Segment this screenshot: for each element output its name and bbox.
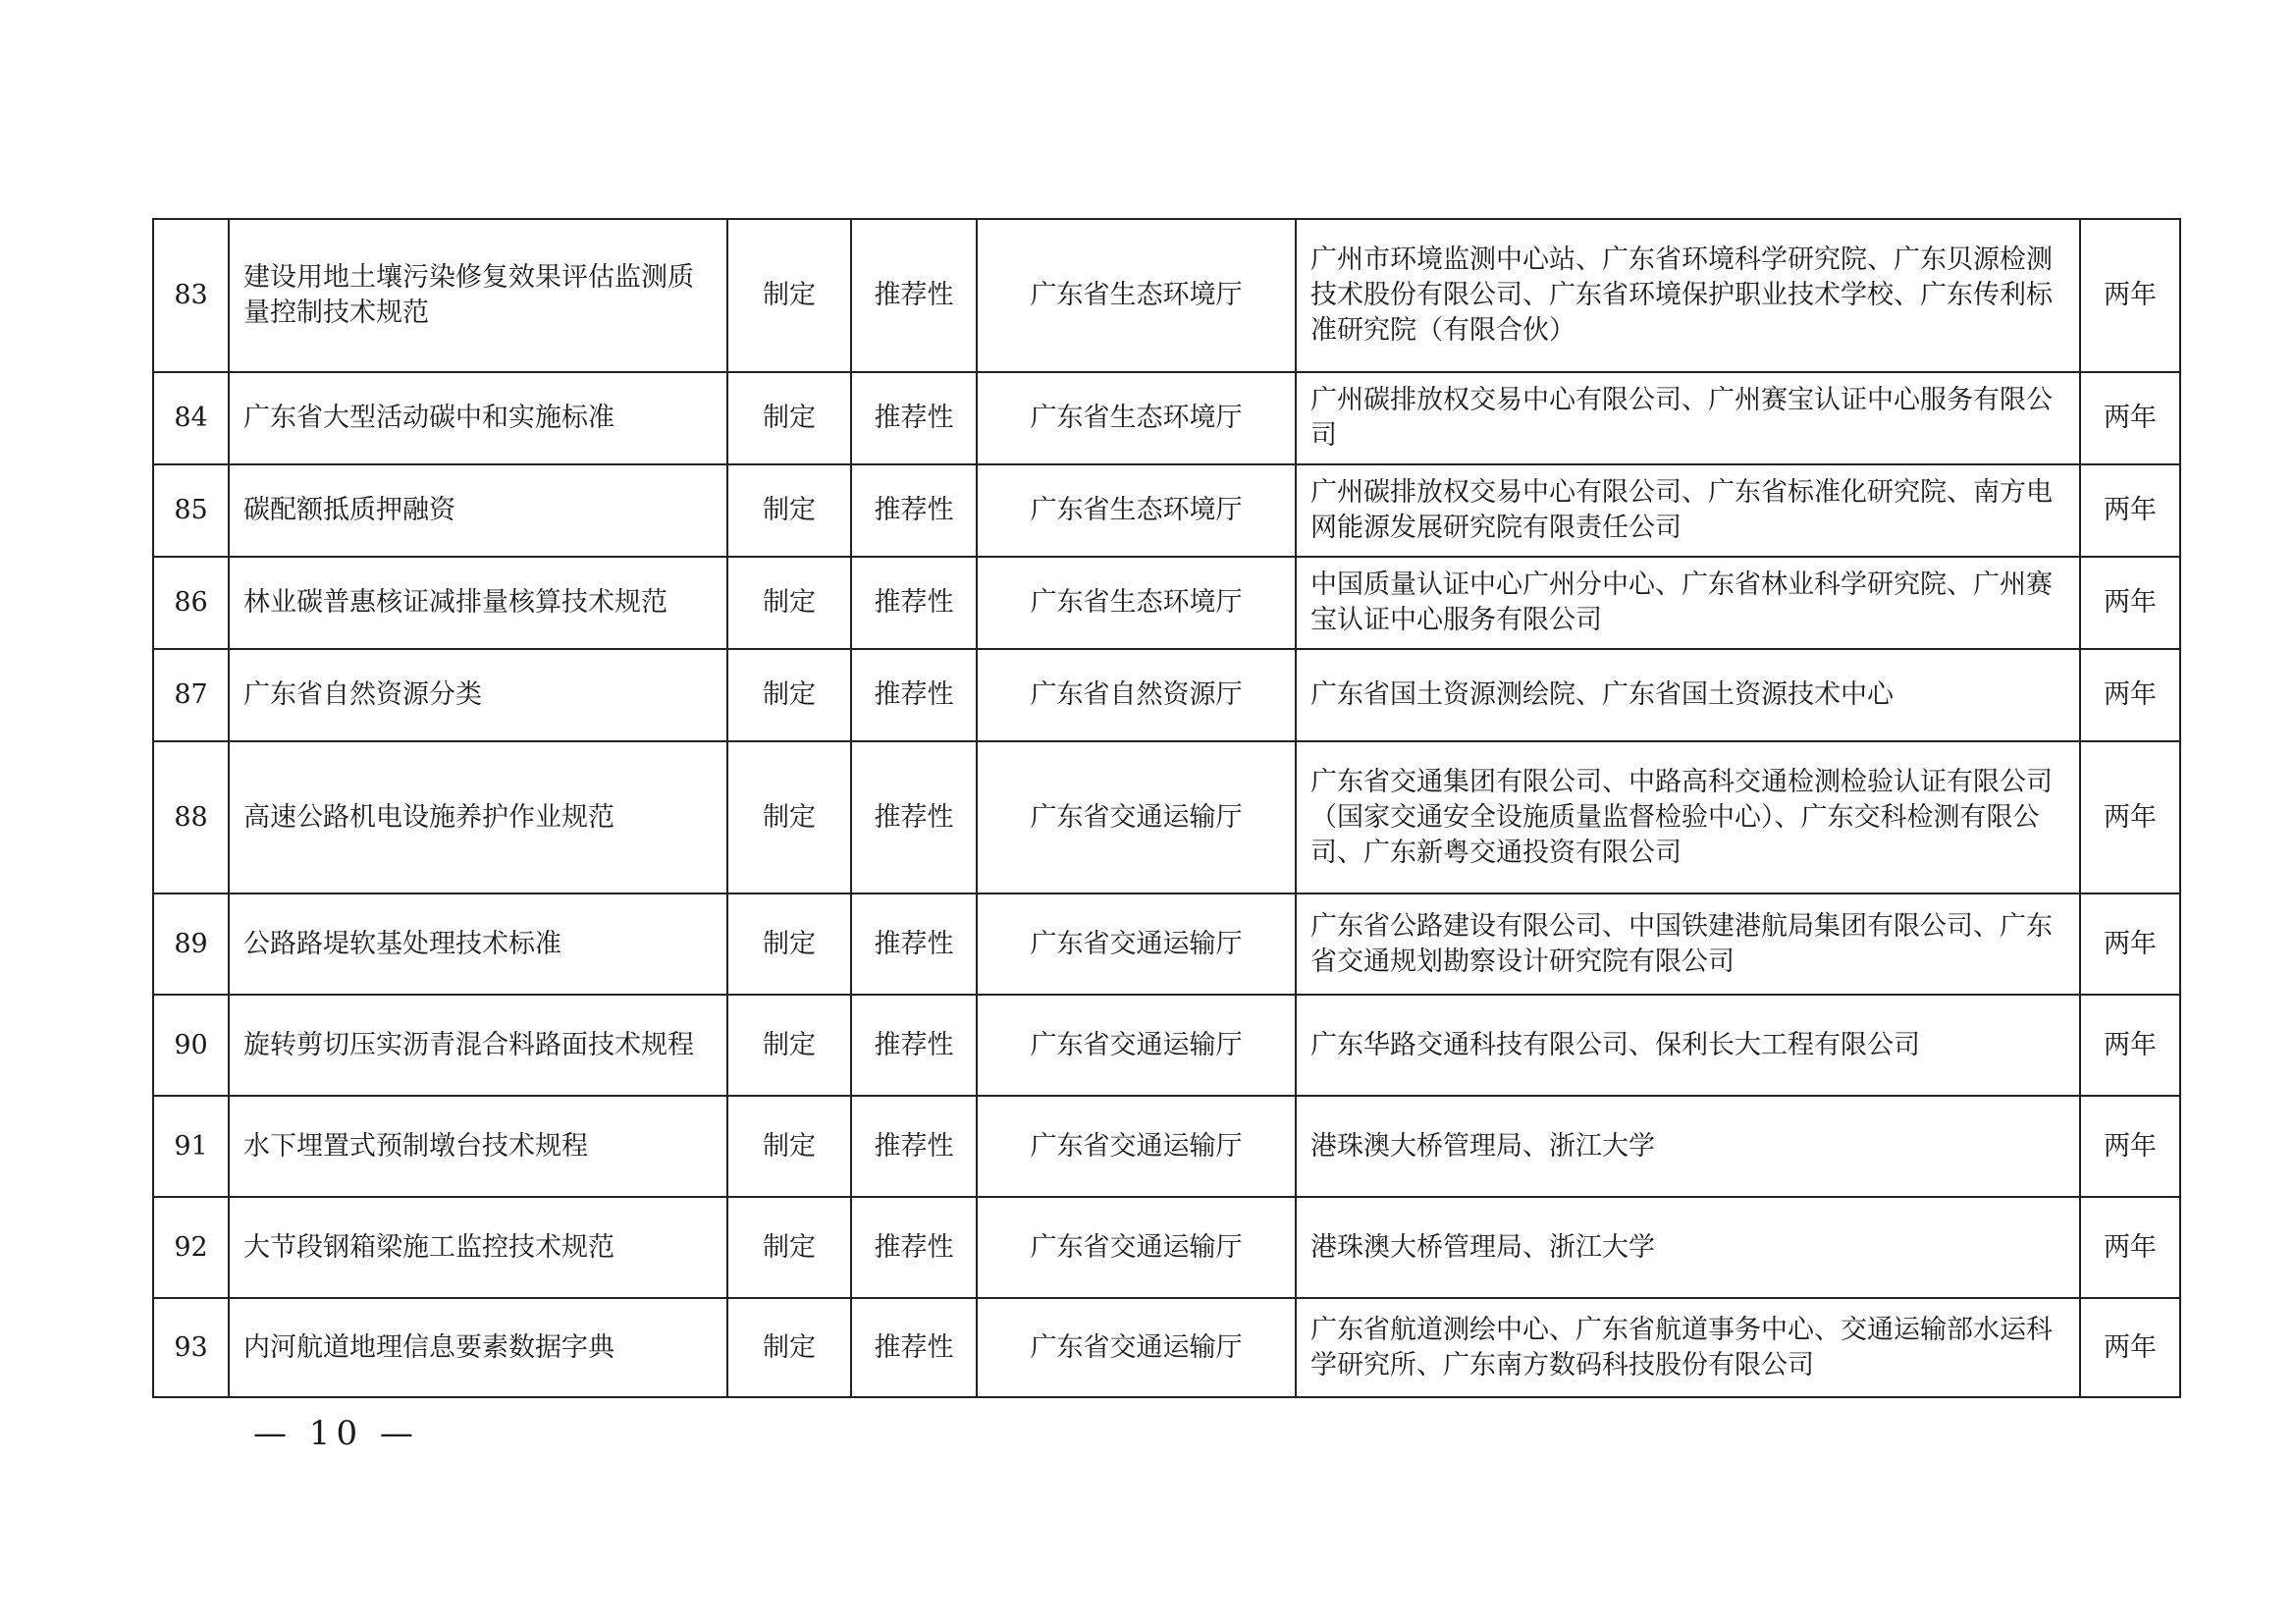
row-number: 85 (153, 464, 229, 557)
standard-nature: 推荐性 (851, 1096, 977, 1197)
row-number: 93 (153, 1298, 229, 1397)
table-row (153, 1197, 2180, 1298)
drafting-units: 广东省公路建设有限公司、中国铁建港航局集团有限公司、广东省交通规划勘察设计研究院有限公司 (1296, 893, 2080, 995)
completion-period: 两年 (2080, 464, 2180, 557)
row-number: 90 (153, 995, 229, 1096)
competent-department: 广东省交通运输厅 (977, 1197, 1296, 1298)
row-number: 84 (153, 372, 229, 464)
drafting-units: 广州碳排放权交易中心有限公司、广东省标准化研究院、南方电网能源发展研究院有限责任公司 (1296, 464, 2080, 557)
project-type: 制定 (727, 995, 851, 1096)
table-row (153, 1298, 2180, 1397)
standard-nature: 推荐性 (851, 557, 977, 649)
row-number: 88 (153, 741, 229, 893)
completion-period: 两年 (2080, 893, 2180, 995)
table-row (153, 649, 2180, 741)
standard-nature: 推荐性 (851, 219, 977, 372)
competent-department: 广东省交通运输厅 (977, 1298, 1296, 1397)
competent-department: 广东省生态环境厅 (977, 219, 1296, 372)
standard-name: 内河航道地理信息要素数据字典 (229, 1298, 727, 1397)
standard-name: 公路路堤软基处理技术标准 (229, 893, 727, 995)
project-type: 制定 (727, 741, 851, 893)
standard-nature: 推荐性 (851, 1197, 977, 1298)
standard-nature: 推荐性 (851, 741, 977, 893)
competent-department: 广东省交通运输厅 (977, 741, 1296, 893)
completion-period: 两年 (2080, 372, 2180, 464)
standard-name: 广东省大型活动碳中和实施标准 (229, 372, 727, 464)
drafting-units: 广东省国土资源测绘院、广东省国土资源技术中心 (1296, 649, 2080, 741)
completion-period: 两年 (2080, 649, 2180, 741)
drafting-units: 中国质量认证中心广州分中心、广东省林业科学研究院、广州赛宝认证中心服务有限公司 (1296, 557, 2080, 649)
project-type: 制定 (727, 557, 851, 649)
project-type: 制定 (727, 1298, 851, 1397)
drafting-units: 广东华路交通科技有限公司、保利长大工程有限公司 (1296, 995, 2080, 1096)
drafting-units: 港珠澳大桥管理局、浙江大学 (1296, 1096, 2080, 1197)
completion-period: 两年 (2080, 995, 2180, 1096)
project-type: 制定 (727, 219, 851, 372)
drafting-units: 广州市环境监测中心站、广东省环境科学研究院、广东贝源检测技术股份有限公司、广东省环境保护职业技术学校、广东传利标准研究院（有限合伙） (1296, 219, 2080, 372)
drafting-units: 广州碳排放权交易中心有限公司、广州赛宝认证中心服务有限公司 (1296, 372, 2080, 464)
competent-department: 广东省生态环境厅 (977, 464, 1296, 557)
table-row (153, 557, 2180, 649)
competent-department: 广东省交通运输厅 (977, 995, 1296, 1096)
page-number: — 10 — (253, 1414, 419, 1453)
project-type: 制定 (727, 893, 851, 995)
drafting-units: 广东省交通集团有限公司、中路高科交通检测检验认证有限公司（国家交通安全设施质量监督检验中心）、广东交科检测有限公司、广东新粤交通投资有限公司 (1296, 741, 2080, 893)
standard-name: 碳配额抵质押融资 (229, 464, 727, 557)
competent-department: 广东省交通运输厅 (977, 1096, 1296, 1197)
competent-department: 广东省自然资源厅 (977, 649, 1296, 741)
standard-name: 林业碳普惠核证减排量核算技术规范 (229, 557, 727, 649)
table-row (153, 464, 2180, 557)
table-row (153, 219, 2180, 372)
table-row (153, 995, 2180, 1096)
standard-nature: 推荐性 (851, 464, 977, 557)
standard-name: 大节段钢箱梁施工监控技术规范 (229, 1197, 727, 1298)
standard-name: 旋转剪切压实沥青混合料路面技术规程 (229, 995, 727, 1096)
standards-table (152, 218, 2181, 1398)
drafting-units: 港珠澳大桥管理局、浙江大学 (1296, 1197, 2080, 1298)
standard-nature: 推荐性 (851, 1298, 977, 1397)
completion-period: 两年 (2080, 1197, 2180, 1298)
project-type: 制定 (727, 372, 851, 464)
row-number: 91 (153, 1096, 229, 1197)
standard-name: 建设用地土壤污染修复效果评估监测质量控制技术规范 (229, 219, 727, 372)
competent-department: 广东省交通运输厅 (977, 893, 1296, 995)
project-type: 制定 (727, 649, 851, 741)
standard-nature: 推荐性 (851, 995, 977, 1096)
standard-name: 广东省自然资源分类 (229, 649, 727, 741)
row-number: 92 (153, 1197, 229, 1298)
table-row (153, 741, 2180, 893)
table-body (153, 219, 2180, 1397)
completion-period: 两年 (2080, 1298, 2180, 1397)
competent-department: 广东省生态环境厅 (977, 372, 1296, 464)
project-type: 制定 (727, 1096, 851, 1197)
table-row (153, 1096, 2180, 1197)
row-number: 89 (153, 893, 229, 995)
standard-nature: 推荐性 (851, 372, 977, 464)
project-type: 制定 (727, 464, 851, 557)
completion-period: 两年 (2080, 219, 2180, 372)
standard-name: 高速公路机电设施养护作业规范 (229, 741, 727, 893)
standard-nature: 推荐性 (851, 649, 977, 741)
table-row (153, 372, 2180, 464)
completion-period: 两年 (2080, 1096, 2180, 1197)
completion-period: 两年 (2080, 741, 2180, 893)
standard-nature: 推荐性 (851, 893, 977, 995)
row-number: 86 (153, 557, 229, 649)
row-number: 87 (153, 649, 229, 741)
drafting-units: 广东省航道测绘中心、广东省航道事务中心、交通运输部水运科学研究所、广东南方数码科技股份有限公司 (1296, 1298, 2080, 1397)
competent-department: 广东省生态环境厅 (977, 557, 1296, 649)
project-type: 制定 (727, 1197, 851, 1298)
standard-name: 水下埋置式预制墩台技术规程 (229, 1096, 727, 1197)
completion-period: 两年 (2080, 557, 2180, 649)
row-number: 83 (153, 219, 229, 372)
table-row (153, 893, 2180, 995)
